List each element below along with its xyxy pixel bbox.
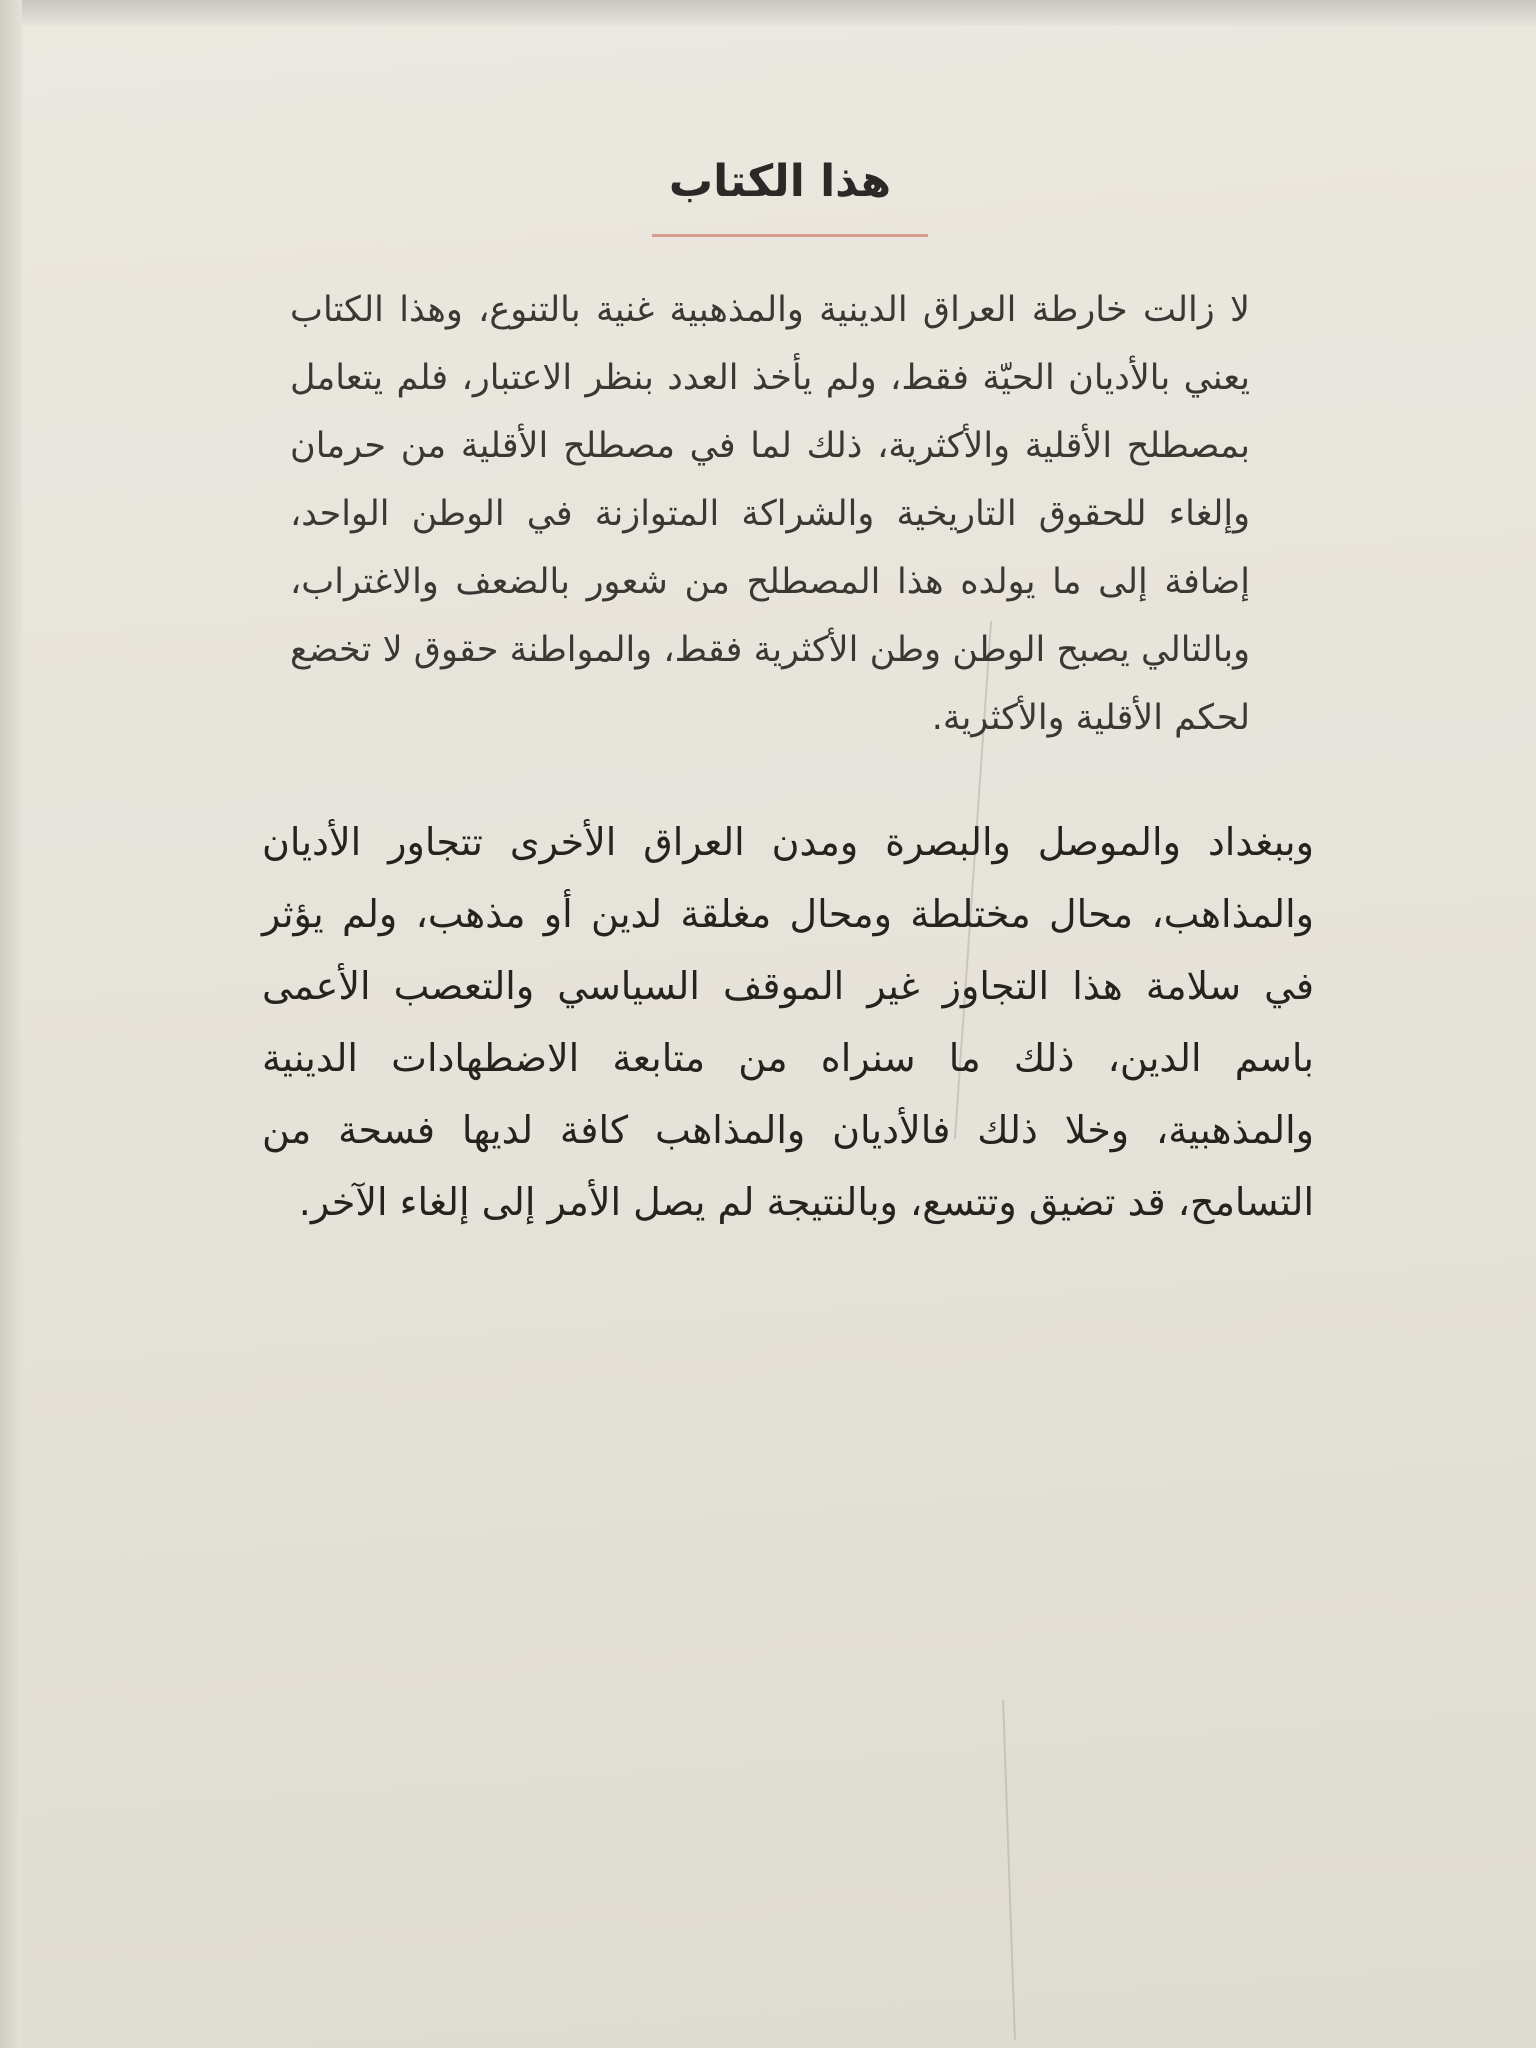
paragraph-1: لا زالت خارطة العراق الدينية والمذهبية غنية بالتنوع، وهذا الكتاب يعني بالأديان الحيّة فقط، ولم يأخذ العدد بنظر الاعتبار، فلم يتعامل بمصطلح الأقلية والأكثرية، ذلك لما في مصطلح الأقلية من حرمان وإلغاء للحقوق التاريخية والشراكة المتوازنة في الوطن الواحد، إضافة إلى ما يولده هذا المصطلح من شعور بالضعف والاغتراب، وبالتالي يصبح الوطن وطن الأكثرية فقط، والمواطنة حقوق لا تخضع لحكم الأقلية والأكثرية. — [290, 290, 1250, 738]
title-underline — [652, 234, 928, 237]
page-title: هذا الكتاب — [668, 156, 892, 207]
paragraph-2: وببغداد والموصل والبصرة ومدن العراق الأخرى تتجاور الأديان والمذاهب، محال مختلطة ومحال مغلقة لدين أو مذهب، ولم يؤثر في سلامة هذا التجاوز غير الموقف السياسي والتعصب الأعمى باسم الدين، ذلك ما سنراه من متابعة الاضطهادات الدينية والمذهبية، وخلا ذلك فالأديان والمذاهب كافة لديها فسحة من التسامح، قد تضيق وتتسع، وبالنتيجة لم يصل الأمر إلى إلغاء الآخر. — [262, 820, 1314, 1224]
